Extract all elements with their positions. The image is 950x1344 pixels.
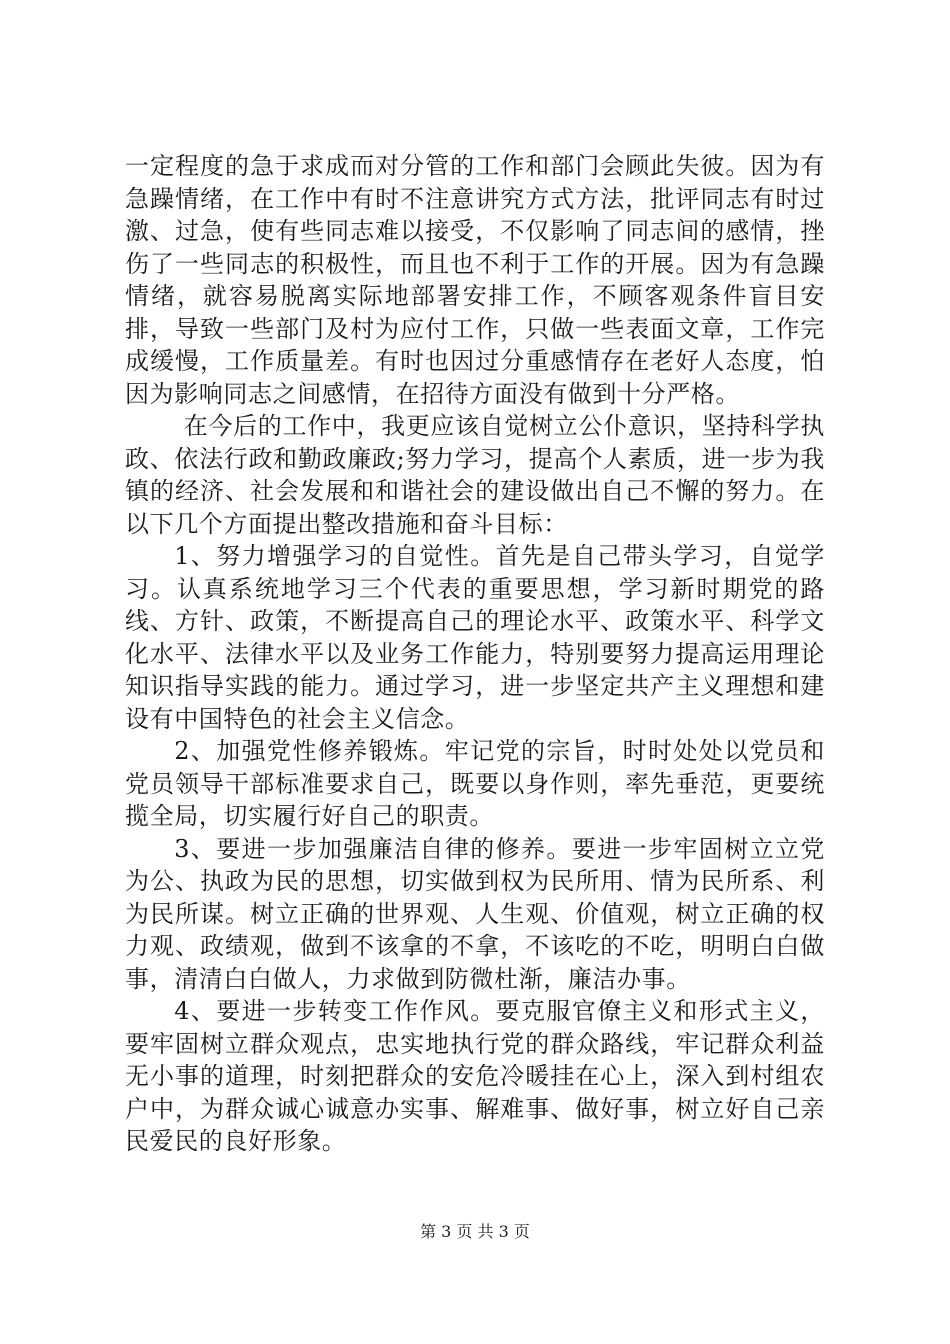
paragraph-item-2: 2、加强党性修养锻炼。牢记党的宗旨，时时处处以党员和党员领导干部标准要求自己，既要以身作则，率先垂范，更要统揽全局，切实履行好自己的职责。: [125, 737, 825, 830]
paragraph-item-3: 3、要进一步加强廉洁自律的修养。要进一步牢固树立立党为公、执政为民的思想，切实做到权为民所用、情为民所系、利为民所谋。树立正确的世界观、人生观、价值观，树立正确的权力观、政绩观，做到不该拿的不拿，不该吃的不吃，明明白白做事，清清白白做人，力求做到防微杜渐，廉洁办事。: [125, 834, 825, 993]
paragraph-item-4: 4、要进一步转变工作作风。要克服官僚主义和形式主义，要牢固树立群众观点，忠实地执行党的群众路线，牢记群众利益无小事的道理，时刻把群众的安危冷暖挂在心上，深入到村组农户中，为群众诚心诚意办实事、解难事、做好事，树立好自己亲民爱民的良好形象。: [125, 997, 825, 1155]
paragraph-item-1: 1、努力增强学习的自觉性。首先是自己带头学习，自觉学习。认真系统地学习三个代表的重要思想，学习新时期党的路线、方针、政策，不断提高自己的理论水平、政策水平、科学文化水平、法律水平以及业务工作能力，特别要努力提高运用理论知识指导实践的能力。通过学习，进一步坚定共产主义理想和建设有中国特色的社会主义信念。: [125, 542, 825, 733]
paragraph-continuation: 一定程度的急于求成而对分管的工作和部门会顾此失彼。因为有急躁情绪，在工作中有时不注意讲究方式方法，批评同志有时过激、过急，使有些同志难以接受，不仅影响了同志间的感情，挫伤了一些同志的积极性，而且也不利于工作的开展。因为有急躁情绪，就容易脱离实际地部署安排工作，不顾客观条件盲目安排，导致一些部门及村为应付工作，只做一些表面文章，工作完成缓慢，工作质量差。有时也因过分重感情存在老好人态度，怕因为影响同志之间感情，在招待方面没有做到十分严格。: [125, 152, 825, 408]
document-body: [125, 150, 825, 1158]
paragraph-intro: 在今后的工作中，我更应该自觉树立公仆意识，坚持科学执政、依法行政和勤政廉政;努力学习，提高个人素质，进一步为我镇的经济、社会发展和和谐社会的建设做出自己不懈的努力。在以下几个方面提出整改措施和奋斗目标：: [125, 412, 825, 538]
page-footer: 第 3 页 共 3 页: [420, 1222, 530, 1241]
